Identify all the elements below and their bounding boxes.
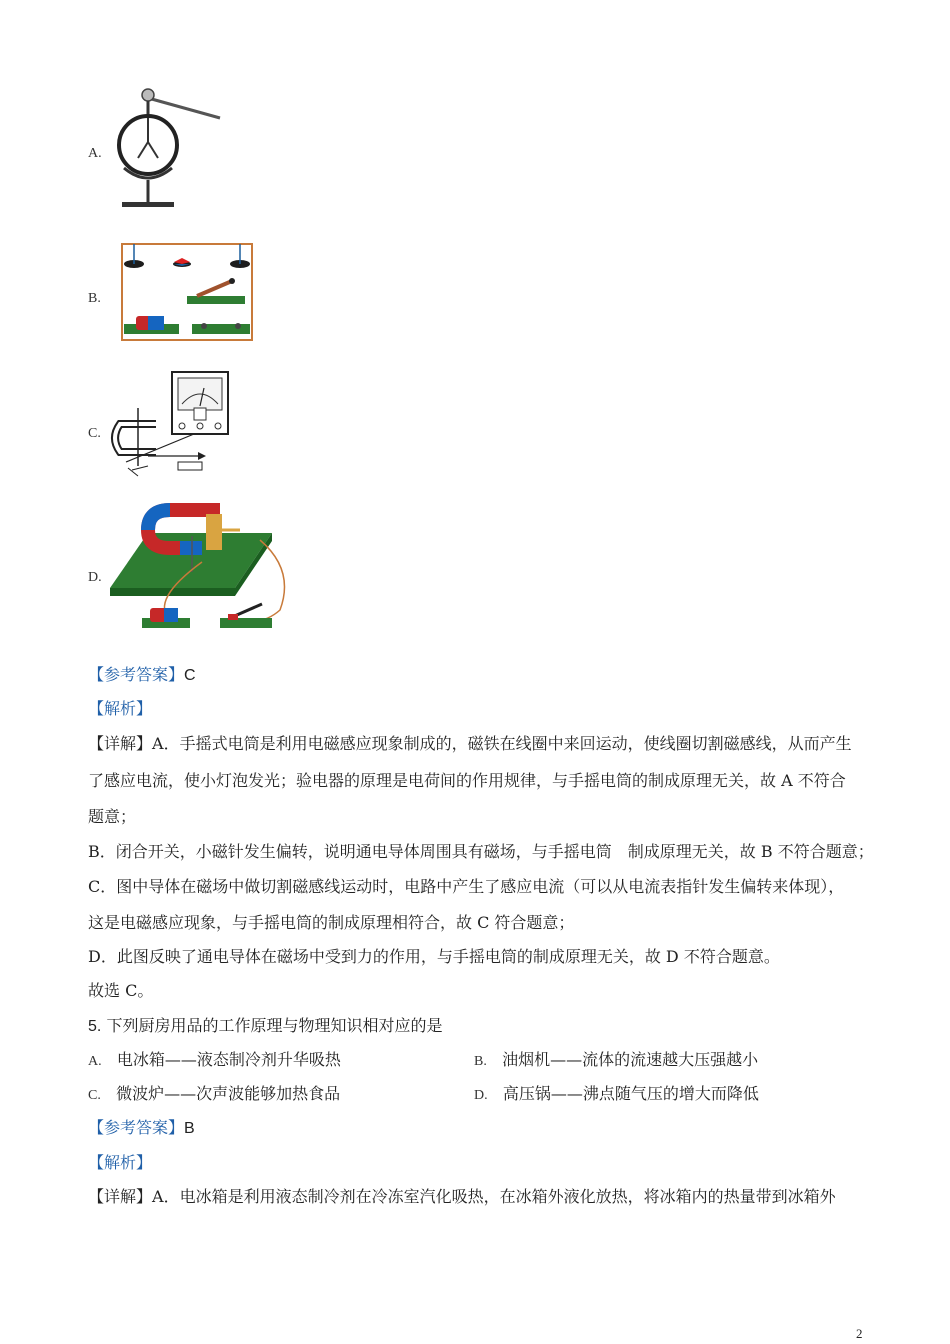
detail-tag: 【详解】 [88, 1187, 153, 1206]
option-d-label: D. [88, 570, 102, 585]
q4-detail-line-3: 题意； [88, 807, 137, 826]
q4-answer [88, 662, 196, 685]
page-number: 2 [856, 1326, 863, 1341]
q4-detail-line-7: D．此图反映了通电导体在磁场中受到力的作用，与手摇电筒的制成原理无关，故 D 不符合题意。 [88, 947, 780, 966]
answer-value: B [184, 1120, 195, 1137]
answer-tag: 【参考答案】 [88, 1118, 185, 1137]
q5-option-a: A. 电冰箱——液态制冷剂升华吸热 [88, 1050, 341, 1069]
q4-analysis-tag: 【解析】 [88, 699, 153, 718]
option-c-label: C. [88, 426, 101, 441]
q4-conclusion: 故选 C。 [88, 981, 154, 1000]
answer-tag: 【参考答案】 [88, 665, 185, 684]
q5-number: 5. [88, 1018, 102, 1035]
q5-option-d: D. 高压锅——沸点随气压的增大而降低 [474, 1084, 759, 1103]
induction-galvanometer-figure [108, 368, 233, 480]
q5-detail-line-1: 【详解】A．电冰箱是利用液态制冷剂在冷冻室汽化吸热，在冰箱外液化放热，将冰箱内的热量带到冰箱外 [88, 1187, 836, 1206]
q4-detail-line-2: 了感应电流，使小灯泡发光；验电器的原理是电荷间的作用规律，与手摇电筒的制成原理无关，故 A 不符合 [88, 771, 846, 790]
q5-answer [88, 1115, 195, 1138]
detail-tag: 【详解】 [88, 734, 153, 753]
electroscope-figure [108, 80, 228, 212]
option-a-label: A. [88, 146, 102, 161]
q4-detail-line-4: B．闭合开关，小磁针发生偏转，说明通电导体周围具有磁场，与手摇电筒 制成原理无关，故 B 不符合题意； [88, 842, 874, 861]
answer-value: C [184, 667, 196, 684]
q5-option-b: B. 油烟机——流体的流速越大压强越小 [474, 1050, 759, 1069]
q5-option-c: C. 微波炉——次声波能够加热食品 [88, 1084, 341, 1103]
q4-detail-line-1: 【详解】A．手摇式电筒是利用电磁感应现象制成的，磁铁在线圈中来回运动，使线圈切割磁感线，从而产生 [88, 734, 852, 753]
option-b-label: B. [88, 291, 101, 306]
oersted-circuit-figure [112, 236, 257, 348]
motor-principle-figure [110, 500, 295, 638]
q5-analysis-tag: 【解析】 [88, 1153, 153, 1172]
q5-stem-text: 下列厨房用品的工作原理与物理知识相对应的是 [106, 1016, 443, 1035]
q4-detail-line-5: C．图中导体在磁场中做切割磁感线运动时，电路中产生了感应电流（可以从电流表指针发生偏转来体现）， [88, 877, 845, 896]
q4-detail-line-6: 这是电磁感应现象，与手摇电筒的制成原理相符合，故 C 符合题意； [88, 913, 575, 932]
q5-stem [88, 1013, 442, 1036]
